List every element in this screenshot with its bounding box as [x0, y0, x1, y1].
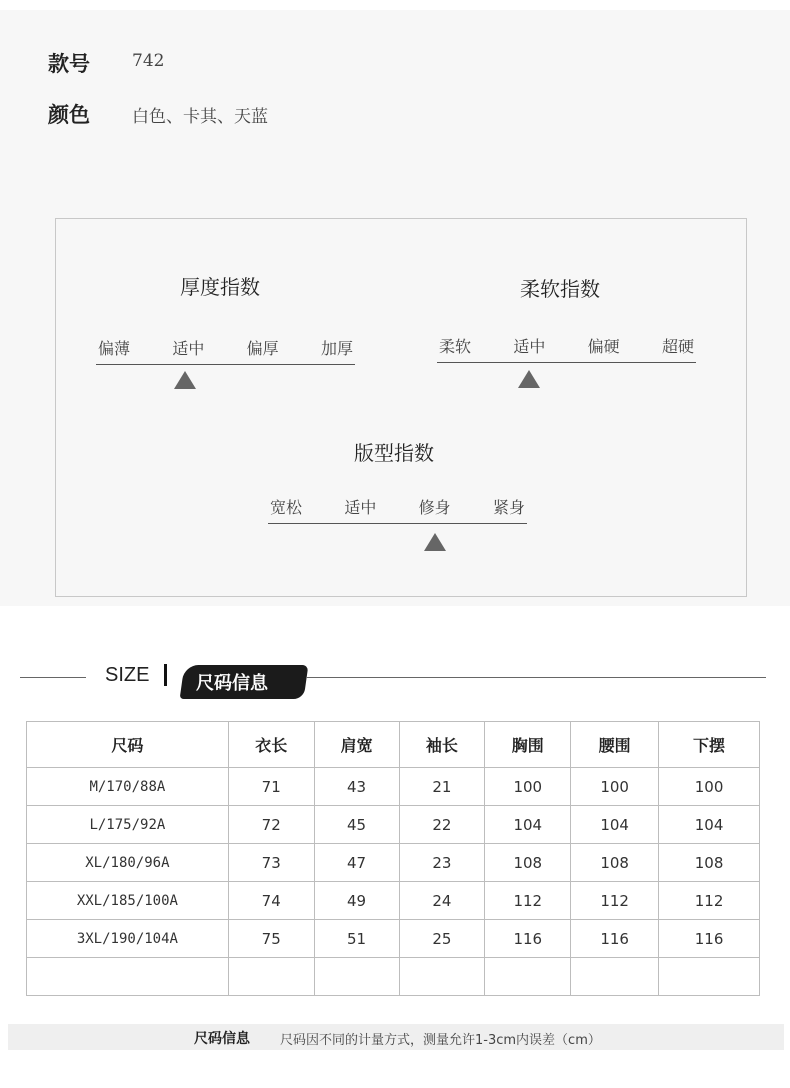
thickness-scale-line [96, 364, 355, 365]
cell-waist: 108 [571, 844, 659, 882]
cell-shoulder [314, 958, 399, 996]
cell-waist: 100 [571, 768, 659, 806]
cell-chest [485, 958, 571, 996]
cell-sleeve: 25 [399, 920, 485, 958]
header-length: 衣长 [228, 722, 314, 768]
cell-chest: 104 [485, 806, 571, 844]
fit-option: 宽松 [270, 498, 303, 517]
thickness-option: 偏厚 [246, 339, 279, 358]
cell-waist [571, 958, 659, 996]
cell-length: 73 [228, 844, 314, 882]
size-badge-label: 尺码信息 [196, 673, 268, 694]
cell-waist: 112 [571, 882, 659, 920]
cell-shoulder: 51 [314, 920, 399, 958]
cell-hem: 116 [659, 920, 760, 958]
cell-waist: 104 [571, 806, 659, 844]
softness-scale-line [437, 362, 696, 363]
cell-waist: 116 [571, 920, 659, 958]
cell-hem: 104 [659, 806, 760, 844]
cell-size: XL/180/96A [27, 844, 229, 882]
cell-shoulder: 45 [314, 806, 399, 844]
cell-size: XXL/185/100A [27, 882, 229, 920]
softness-option: 超硬 [661, 337, 694, 356]
size-section-header [0, 655, 790, 705]
softness-option: 适中 [513, 337, 546, 356]
cell-length: 75 [228, 920, 314, 958]
cell-sleeve [399, 958, 485, 996]
cell-chest: 100 [485, 768, 571, 806]
size-heading: SIZE [105, 664, 150, 686]
cell-length: 72 [228, 806, 314, 844]
table-row-empty [27, 958, 760, 996]
softness-option: 偏硬 [587, 337, 620, 356]
cell-hem: 112 [659, 882, 760, 920]
style-number-value: 742 [132, 51, 165, 71]
thickness-option: 加厚 [320, 339, 353, 358]
cell-length [228, 958, 314, 996]
cell-chest: 108 [485, 844, 571, 882]
softness-option: 柔软 [439, 337, 472, 356]
footer-title: 尺码信息 [194, 1031, 250, 1047]
table-row [27, 806, 760, 844]
footer-note: 尺码因不同的计量方式，测量允许1-3cm内误差（cm） [280, 1033, 601, 1048]
fit-scale-line [268, 523, 527, 524]
softness-indicator-icon [518, 370, 540, 388]
fit-option: 紧身 [492, 498, 525, 517]
table-header-row [27, 722, 760, 768]
thickness-index-title: 厚度指数 [180, 275, 260, 299]
cell-sleeve: 23 [399, 844, 485, 882]
cell-shoulder: 43 [314, 768, 399, 806]
cell-size: 3XL/190/104A [27, 920, 229, 958]
color-label: 颜色 [48, 103, 90, 127]
cell-sleeve: 24 [399, 882, 485, 920]
fit-indicator-icon [424, 533, 446, 551]
fit-index-title: 版型指数 [354, 441, 434, 465]
cell-sleeve: 21 [399, 768, 485, 806]
style-number-label: 款号 [48, 52, 90, 76]
table-row [27, 920, 760, 958]
table-row [27, 844, 760, 882]
cell-chest: 112 [485, 882, 571, 920]
divider [20, 677, 86, 678]
color-value: 白色、卡其、天蓝 [132, 107, 268, 127]
fit-scale [268, 495, 527, 557]
cell-length: 74 [228, 882, 314, 920]
header-shoulder: 肩宽 [314, 722, 399, 768]
table-row [27, 768, 760, 806]
thickness-option: 适中 [172, 339, 205, 358]
cell-size: M/170/88A [27, 768, 229, 806]
fit-option: 修身 [418, 498, 451, 517]
header-hem: 下摆 [659, 722, 760, 768]
thickness-option: 偏薄 [98, 339, 131, 358]
cell-size: L/175/92A [27, 806, 229, 844]
footer-note-bar [8, 1024, 784, 1050]
header-size: 尺码 [27, 722, 229, 768]
cell-size [27, 958, 229, 996]
cell-hem [659, 958, 760, 996]
cell-shoulder: 47 [314, 844, 399, 882]
cell-shoulder: 49 [314, 882, 399, 920]
fit-option: 适中 [344, 498, 377, 517]
softness-index-title: 柔软指数 [520, 277, 600, 301]
cell-chest: 116 [485, 920, 571, 958]
thickness-scale [96, 336, 355, 398]
size-chart-table [26, 721, 760, 996]
softness-scale [437, 334, 696, 396]
divider-bar [164, 664, 167, 686]
cell-sleeve: 22 [399, 806, 485, 844]
cell-hem: 100 [659, 768, 760, 806]
thickness-indicator-icon [174, 371, 196, 389]
header-chest: 胸围 [485, 722, 571, 768]
table-row [27, 882, 760, 920]
divider [306, 677, 766, 678]
cell-hem: 108 [659, 844, 760, 882]
fabric-index-box [55, 218, 747, 597]
header-waist: 腰围 [571, 722, 659, 768]
header-sleeve: 袖长 [399, 722, 485, 768]
cell-length: 71 [228, 768, 314, 806]
